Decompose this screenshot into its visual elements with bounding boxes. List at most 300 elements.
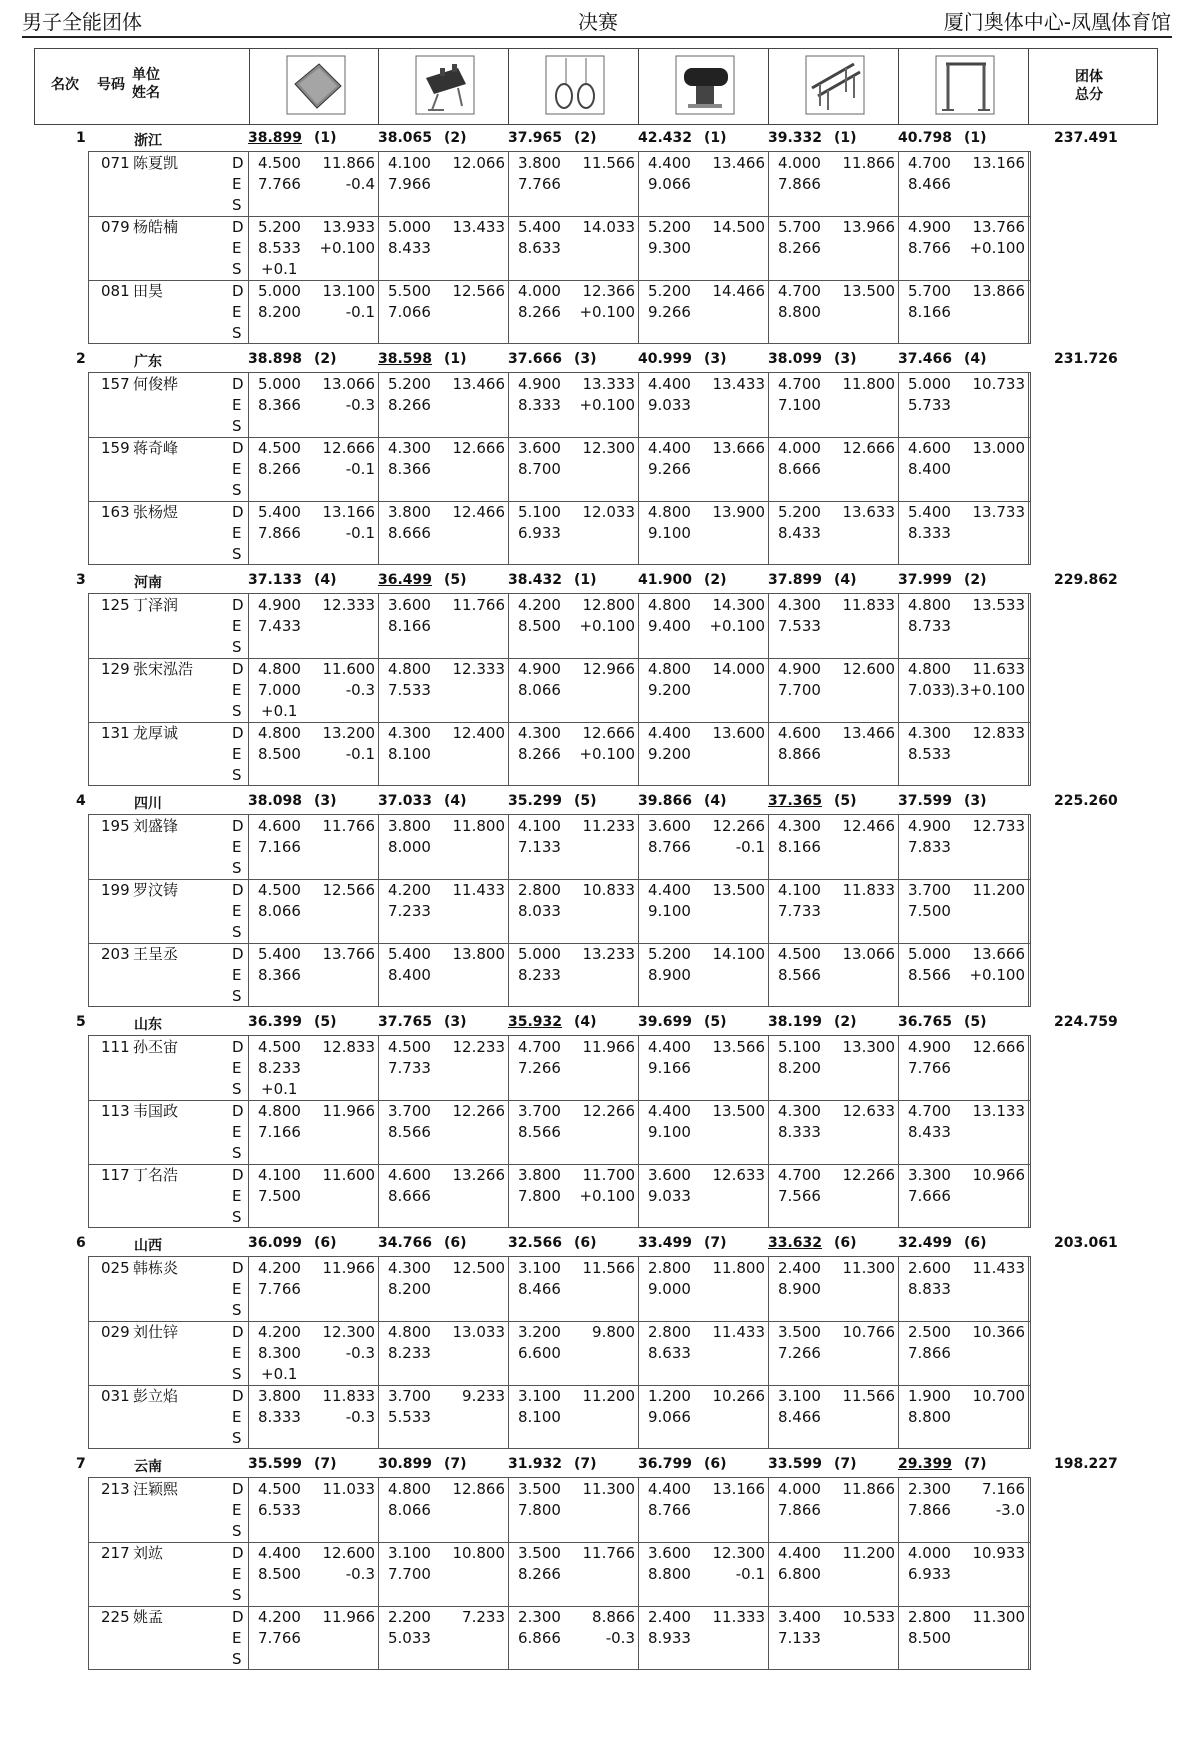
final-score: 11.300 <box>842 1259 895 1277</box>
d-score: 3.600 <box>648 1544 691 1562</box>
final-score: 12.500 <box>452 1259 505 1277</box>
e-score: 7.866 <box>258 524 301 542</box>
athlete-row <box>89 216 1032 280</box>
team-apparatus-rank: (5) <box>444 572 467 588</box>
e-score: 8.300 <box>258 1344 301 1362</box>
final-score: 11.566 <box>582 154 635 172</box>
final-score: 13.100 <box>322 282 375 300</box>
e-score: 8.433 <box>908 1123 951 1141</box>
final-score: 10.766 <box>842 1323 895 1341</box>
team-apparatus-score: 37.899 <box>768 572 823 588</box>
score-label-s: S <box>232 1429 242 1447</box>
final-score: 12.333 <box>322 596 375 614</box>
d-score: 4.800 <box>648 660 691 678</box>
team-apparatus-score: 35.599 <box>248 1456 303 1472</box>
d-score: 4.500 <box>258 881 301 899</box>
score-label-s: S <box>232 1522 242 1540</box>
team-apparatus-score: 38.432 <box>508 572 563 588</box>
d-score: 4.100 <box>258 1166 301 1184</box>
team-rank: 3 <box>76 572 86 588</box>
team-apparatus-rank: (5) <box>704 1014 727 1030</box>
score-label-e: E <box>232 617 242 635</box>
d-score: 2.400 <box>778 1259 821 1277</box>
athlete-row <box>89 658 1032 722</box>
final-score: 9.233 <box>462 1387 505 1405</box>
athlete-name: 孙丕宙 <box>133 1038 179 1056</box>
final-score: 11.600 <box>322 660 375 678</box>
final-score: 10.700 <box>972 1387 1025 1405</box>
penalty-bonus: ).3+0.100 <box>949 681 1025 699</box>
d-score: 5.000 <box>518 945 561 963</box>
score-label-d: D <box>232 596 244 614</box>
score-label-d: D <box>232 1038 244 1056</box>
final-score: 13.733 <box>972 503 1025 521</box>
score-label-e: E <box>232 1280 242 1298</box>
final-score: 12.300 <box>712 1544 765 1562</box>
team-row <box>0 1013 1195 1033</box>
athlete-row <box>89 1542 1032 1606</box>
e-score: 9.100 <box>648 524 691 542</box>
d-score: 4.500 <box>258 439 301 457</box>
final-score: 10.366 <box>972 1323 1025 1341</box>
e-score: 7.500 <box>908 902 951 920</box>
d-score: 2.800 <box>908 1608 951 1626</box>
athlete-name: 张宋泓浩 <box>133 660 194 678</box>
athlete-bib: 111 <box>101 1038 130 1056</box>
final-score: 13.500 <box>712 1102 765 1120</box>
d-score: 3.600 <box>518 439 561 457</box>
score-label-e: E <box>232 175 242 193</box>
penalty-bonus: -0.3 <box>345 1408 375 1426</box>
e-score: 7.966 <box>388 175 431 193</box>
score-label-s: S <box>232 260 242 278</box>
d-score: 4.800 <box>648 596 691 614</box>
d-score: 4.300 <box>518 724 561 742</box>
athlete-row <box>89 437 1032 501</box>
final-score: 11.866 <box>842 1480 895 1498</box>
final-score: 11.633 <box>972 660 1025 678</box>
e-score: 8.266 <box>518 1565 561 1583</box>
score-label-s: S <box>232 766 242 784</box>
team-apparatus-score: 37.466 <box>898 351 953 367</box>
d-score: 2.300 <box>908 1480 951 1498</box>
e-score: 8.333 <box>258 1408 301 1426</box>
d-score: 4.900 <box>258 596 301 614</box>
score-label-s: S <box>232 702 242 720</box>
score-label-d: D <box>232 1323 244 1341</box>
final-score: 12.666 <box>322 439 375 457</box>
d-score: 4.500 <box>258 1480 301 1498</box>
d-score: 1.900 <box>908 1387 951 1405</box>
team-row <box>0 129 1195 149</box>
e-score: 7.266 <box>778 1344 821 1362</box>
final-score: 13.433 <box>452 218 505 236</box>
score-label-e: E <box>232 1565 242 1583</box>
e-score: 7.166 <box>258 838 301 856</box>
d-score: 1.200 <box>648 1387 691 1405</box>
final-score: 14.033 <box>582 218 635 236</box>
e-score: 7.866 <box>778 1501 821 1519</box>
team-name: 山西 <box>134 1238 162 1254</box>
team-apparatus-rank: (1) <box>834 130 857 146</box>
team-rank: 7 <box>76 1456 86 1472</box>
final-score: 14.100 <box>712 945 765 963</box>
e-score: 6.800 <box>778 1565 821 1583</box>
team-apparatus-rank: (5) <box>314 1014 337 1030</box>
score-label-e: E <box>232 1187 242 1205</box>
team-apparatus-rank: (2) <box>314 351 337 367</box>
final-score: 13.666 <box>712 439 765 457</box>
d-score: 5.700 <box>778 218 821 236</box>
d-score: 4.800 <box>908 596 951 614</box>
e-score: 8.466 <box>778 1408 821 1426</box>
final-score: 11.433 <box>452 881 505 899</box>
final-score: 14.500 <box>712 218 765 236</box>
athlete-block <box>88 1477 1031 1670</box>
team-apparatus-rank: (7) <box>444 1456 467 1472</box>
final-score: 7.233 <box>462 1608 505 1626</box>
athlete-row <box>89 501 1032 565</box>
final-score: 11.966 <box>322 1102 375 1120</box>
score-label-s: S <box>232 324 242 342</box>
athlete-name: 龙厚诚 <box>133 724 179 742</box>
e-score: 9.100 <box>648 1123 691 1141</box>
d-score: 2.400 <box>648 1608 691 1626</box>
e-score: 7.100 <box>778 396 821 414</box>
final-score: 13.200 <box>322 724 375 742</box>
team-apparatus-rank: (7) <box>964 1456 987 1472</box>
d-score: 4.400 <box>648 724 691 742</box>
e-score: 8.200 <box>778 1059 821 1077</box>
athlete-name: 汪颖熙 <box>133 1480 179 1498</box>
d-score: 5.400 <box>258 945 301 963</box>
final-score: 12.466 <box>452 503 505 521</box>
stick-bonus: +0.1 <box>261 1080 298 1098</box>
e-score: 8.266 <box>518 745 561 763</box>
athlete-row <box>89 943 1032 1007</box>
column-header <box>34 48 1158 125</box>
team-apparatus-score: 34.766 <box>378 1235 433 1251</box>
penalty-bonus: -0.3 <box>345 681 375 699</box>
final-score: 11.200 <box>582 1387 635 1405</box>
final-score: 13.166 <box>322 503 375 521</box>
team-apparatus-rank: (4) <box>314 572 337 588</box>
final-score: 12.633 <box>842 1102 895 1120</box>
team-apparatus-rank: (2) <box>574 130 597 146</box>
final-score: 13.233 <box>582 945 635 963</box>
athlete-name: 姚孟 <box>133 1608 164 1626</box>
d-score: 3.400 <box>778 1608 821 1626</box>
athlete-row <box>89 879 1032 943</box>
final-score: 13.066 <box>322 375 375 393</box>
athlete-block <box>88 814 1031 1007</box>
team-apparatus-score: 30.899 <box>378 1456 433 1472</box>
e-score: 5.733 <box>908 396 951 414</box>
score-label-d: D <box>232 282 244 300</box>
team-apparatus-score: 36.799 <box>638 1456 693 1472</box>
e-score: 8.900 <box>648 966 691 984</box>
e-score: 6.933 <box>908 1565 951 1583</box>
team-apparatus-score: 37.999 <box>898 572 953 588</box>
e-score: 8.666 <box>778 460 821 478</box>
col-unit: 单位 <box>132 67 160 83</box>
athlete-name: 王呈丞 <box>133 945 179 963</box>
final-score: 11.766 <box>452 596 505 614</box>
e-score: 7.500 <box>258 1187 301 1205</box>
d-score: 4.300 <box>388 724 431 742</box>
athlete-name: 陈夏凯 <box>133 154 179 172</box>
e-score: 8.066 <box>258 902 301 920</box>
score-label-d: D <box>232 945 244 963</box>
team-apparatus-rank: (1) <box>314 130 337 146</box>
final-score: 12.266 <box>842 1166 895 1184</box>
d-score: 4.100 <box>388 154 431 172</box>
score-label-d: D <box>232 1166 244 1184</box>
e-score: 7.133 <box>518 838 561 856</box>
score-label-e: E <box>232 396 242 414</box>
score-label-e: E <box>232 745 242 763</box>
athlete-name: 刘竑 <box>133 1544 164 1562</box>
final-score: 12.300 <box>322 1323 375 1341</box>
e-score: 8.566 <box>388 1123 431 1141</box>
final-score: 12.633 <box>712 1166 765 1184</box>
team-apparatus-score: 32.499 <box>898 1235 953 1251</box>
d-score: 3.800 <box>518 154 561 172</box>
d-score: 4.000 <box>778 154 821 172</box>
e-score: 9.200 <box>648 681 691 699</box>
e-score: 7.700 <box>778 681 821 699</box>
d-score: 4.400 <box>648 1102 691 1120</box>
e-score: 8.333 <box>908 524 951 542</box>
d-score: 4.100 <box>778 881 821 899</box>
d-score: 4.400 <box>258 1544 301 1562</box>
athlete-bib: 025 <box>101 1259 130 1277</box>
e-score: 8.700 <box>518 460 561 478</box>
score-label-e: E <box>232 524 242 542</box>
team-apparatus-rank: (4) <box>964 351 987 367</box>
e-score: 8.800 <box>908 1408 951 1426</box>
athlete-bib: 199 <box>101 881 130 899</box>
e-score: 7.666 <box>908 1187 951 1205</box>
athlete-bib: 195 <box>101 817 130 835</box>
score-label-d: D <box>232 1480 244 1498</box>
e-score: 7.866 <box>908 1501 951 1519</box>
score-label-e: E <box>232 303 242 321</box>
d-score: 3.600 <box>648 817 691 835</box>
score-label-e: E <box>232 239 242 257</box>
d-score: 4.300 <box>778 817 821 835</box>
d-score: 4.600 <box>258 817 301 835</box>
athlete-name: 刘仕锌 <box>133 1323 179 1341</box>
d-score: 4.800 <box>258 724 301 742</box>
team-apparatus-rank: (2) <box>834 1014 857 1030</box>
team-row <box>0 350 1195 370</box>
final-score: 13.466 <box>712 154 765 172</box>
final-score: 11.866 <box>322 154 375 172</box>
score-label-s: S <box>232 545 242 563</box>
e-score: 8.766 <box>908 239 951 257</box>
e-score: 7.066 <box>388 303 431 321</box>
final-score: 13.166 <box>712 1480 765 1498</box>
score-label-e: E <box>232 966 242 984</box>
final-score: 10.833 <box>582 881 635 899</box>
athlete-row <box>89 1036 1032 1100</box>
d-score: 5.000 <box>908 945 951 963</box>
d-score: 4.700 <box>778 282 821 300</box>
d-score: 4.500 <box>258 154 301 172</box>
d-score: 4.500 <box>388 1038 431 1056</box>
athlete-row <box>89 722 1032 786</box>
final-score: 12.666 <box>842 439 895 457</box>
col-name: 姓名 <box>132 85 160 101</box>
final-score: 11.333 <box>712 1608 765 1626</box>
d-score: 3.100 <box>518 1259 561 1277</box>
e-score: 8.066 <box>388 1501 431 1519</box>
e-score: 8.100 <box>518 1408 561 1426</box>
d-score: 2.500 <box>908 1323 951 1341</box>
d-score: 4.200 <box>518 596 561 614</box>
e-score: 8.800 <box>778 303 821 321</box>
team-apparatus-score: 42.432 <box>638 130 693 146</box>
athlete-row <box>89 1385 1032 1449</box>
final-score: 11.766 <box>582 1544 635 1562</box>
team-name: 广东 <box>134 354 162 370</box>
athlete-name: 刘盛锋 <box>133 817 179 835</box>
team-apparatus-score: 41.900 <box>638 572 693 588</box>
e-score: 8.233 <box>518 966 561 984</box>
e-score: 9.266 <box>648 460 691 478</box>
team-rank: 6 <box>76 1235 86 1251</box>
d-score: 4.000 <box>518 282 561 300</box>
final-score: 13.933 <box>322 218 375 236</box>
e-score: 9.033 <box>648 1187 691 1205</box>
final-score: 11.833 <box>842 881 895 899</box>
athlete-row <box>89 815 1032 879</box>
d-score: 4.500 <box>778 945 821 963</box>
team-apparatus-score: 33.632 <box>768 1235 823 1251</box>
score-label-e: E <box>232 1501 242 1519</box>
final-score: 13.800 <box>452 945 505 963</box>
d-score: 3.500 <box>518 1544 561 1562</box>
stick-bonus: +0.1 <box>261 1365 298 1383</box>
d-score: 3.800 <box>388 503 431 521</box>
final-score: 12.833 <box>972 724 1025 742</box>
team-row <box>0 571 1195 591</box>
d-score: 4.700 <box>778 375 821 393</box>
d-score: 3.100 <box>778 1387 821 1405</box>
athlete-row <box>89 280 1032 344</box>
final-score: 11.866 <box>842 154 895 172</box>
final-score: 10.266 <box>712 1387 765 1405</box>
e-score: 8.166 <box>908 303 951 321</box>
team-total: 229.862 <box>1054 572 1118 588</box>
d-score: 4.300 <box>908 724 951 742</box>
d-score: 2.800 <box>648 1323 691 1341</box>
team-apparatus-rank: (1) <box>964 130 987 146</box>
e-score: 8.766 <box>648 1501 691 1519</box>
team-apparatus-rank: (1) <box>704 130 727 146</box>
final-score: 12.266 <box>452 1102 505 1120</box>
penalty-bonus: +0.100 <box>579 745 635 763</box>
final-score: 13.500 <box>712 881 765 899</box>
e-score: 8.666 <box>388 524 431 542</box>
team-apparatus-rank: (4) <box>574 1014 597 1030</box>
e-score: 7.266 <box>518 1059 561 1077</box>
e-score: 8.266 <box>518 303 561 321</box>
team-total: 225.260 <box>1054 793 1118 809</box>
e-score: 8.166 <box>778 838 821 856</box>
e-score: 8.200 <box>388 1280 431 1298</box>
e-score: 8.633 <box>648 1344 691 1362</box>
e-score: 8.533 <box>908 745 951 763</box>
d-score: 3.700 <box>388 1387 431 1405</box>
final-score: 12.966 <box>582 660 635 678</box>
d-score: 4.200 <box>258 1323 301 1341</box>
final-score: 13.666 <box>972 945 1025 963</box>
final-score: 11.433 <box>712 1323 765 1341</box>
header-left: 男子全能团体 <box>22 10 142 34</box>
athlete-block <box>88 593 1031 786</box>
team-apparatus-rank: (4) <box>834 572 857 588</box>
final-score: 13.900 <box>712 503 765 521</box>
e-score: 9.066 <box>648 175 691 193</box>
e-score: 5.033 <box>388 1629 431 1647</box>
score-label-d: D <box>232 439 244 457</box>
d-score: 4.800 <box>258 660 301 678</box>
team-apparatus-rank: (5) <box>574 793 597 809</box>
athlete-row <box>89 373 1032 437</box>
final-score: 11.300 <box>972 1608 1025 1626</box>
athlete-block <box>88 372 1031 565</box>
header-center: 决赛 <box>578 10 618 34</box>
athlete-block <box>88 1035 1031 1228</box>
team-apparatus-score: 37.765 <box>378 1014 433 1030</box>
team-name: 山东 <box>134 1017 162 1033</box>
penalty-bonus: +0.100 <box>709 617 765 635</box>
parallel-bars-icon <box>804 54 868 118</box>
e-score: 8.733 <box>908 617 951 635</box>
athlete-bib: 113 <box>101 1102 130 1120</box>
d-score: 4.900 <box>908 1038 951 1056</box>
e-score: 8.333 <box>778 1123 821 1141</box>
d-score: 2.200 <box>388 1608 431 1626</box>
athlete-bib: 029 <box>101 1323 130 1341</box>
d-score: 4.400 <box>648 375 691 393</box>
final-score: 11.233 <box>582 817 635 835</box>
d-score: 3.600 <box>388 596 431 614</box>
final-score: 12.333 <box>452 660 505 678</box>
d-score: 5.000 <box>388 218 431 236</box>
final-score: 13.633 <box>842 503 895 521</box>
athlete-bib: 129 <box>101 660 130 678</box>
d-score: 5.100 <box>778 1038 821 1056</box>
team-apparatus-score: 40.999 <box>638 351 693 367</box>
score-label-d: D <box>232 1387 244 1405</box>
team-apparatus-score: 36.099 <box>248 1235 303 1251</box>
final-score: 10.933 <box>972 1544 1025 1562</box>
d-score: 4.200 <box>258 1608 301 1626</box>
final-score: 9.800 <box>592 1323 635 1341</box>
e-score: 6.866 <box>518 1629 561 1647</box>
team-apparatus-score: 37.365 <box>768 793 823 809</box>
score-label-s: S <box>232 481 242 499</box>
d-score: 4.700 <box>778 1166 821 1184</box>
d-score: 4.300 <box>778 1102 821 1120</box>
score-label-s: S <box>232 987 242 1005</box>
e-score: 8.866 <box>778 745 821 763</box>
d-score: 4.700 <box>518 1038 561 1056</box>
team-apparatus-score: 37.033 <box>378 793 433 809</box>
